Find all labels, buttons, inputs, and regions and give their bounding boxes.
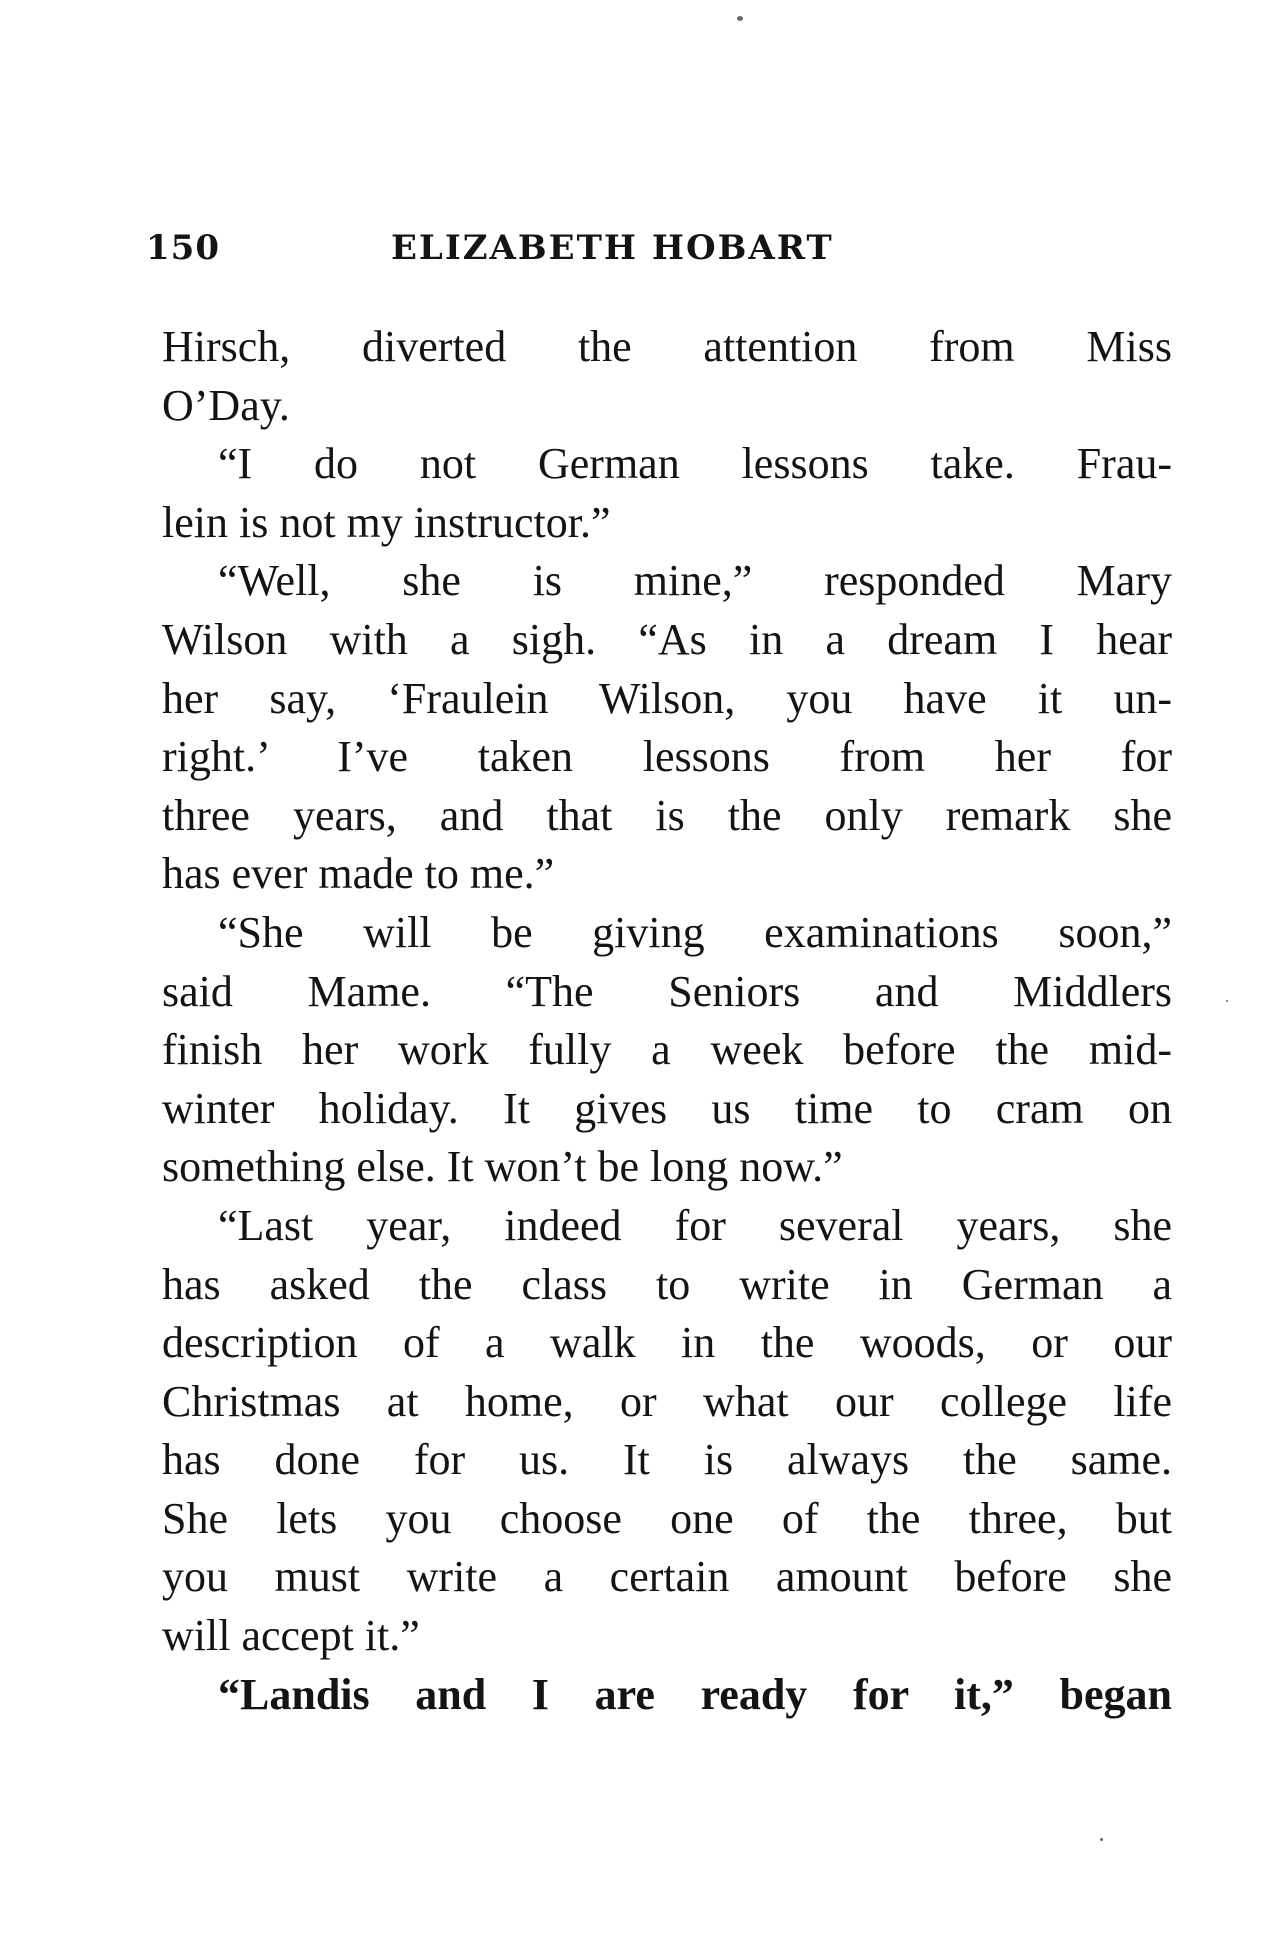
- text-line: lein is not my instructor.”: [162, 497, 611, 547]
- text-line: has ever made to me.”: [162, 849, 555, 899]
- print-speck: [1100, 1838, 1103, 1841]
- text-line: “Landis and I are ready for it,” began: [218, 1669, 1172, 1719]
- text-line: O’Day.: [162, 380, 290, 430]
- text-line: finish her work fully a week before the mid-: [162, 1025, 1172, 1075]
- print-speck: [737, 16, 743, 21]
- running-head: [146, 228, 926, 272]
- text-line: She lets you choose one of the three, but: [162, 1493, 1172, 1543]
- text-line: has done for us. It is always the same.: [162, 1435, 1172, 1485]
- body-text: [162, 318, 1172, 1724]
- text-line: her say, ‘Fraulein Wilson, you have it un-: [162, 673, 1172, 723]
- text-line: winter holiday. It gives us time to cram on: [162, 1083, 1172, 1133]
- print-speck: [1226, 1000, 1228, 1002]
- page-number: 150: [146, 228, 220, 268]
- text-line: Christmas at home, or what our college life: [162, 1376, 1172, 1426]
- text-line: said Mame. “The Seniors and Middlers: [162, 966, 1172, 1016]
- text-line: will accept it.”: [162, 1611, 420, 1661]
- text-line: Hirsch, diverted the attention from Miss: [162, 322, 1172, 371]
- text-line: “Last year, indeed for several years, she: [218, 1200, 1172, 1250]
- text-line: Wilson with a sigh. “As in a dream I hear: [162, 614, 1172, 664]
- text-line: you must write a certain amount before she: [162, 1552, 1172, 1602]
- book-title: ELIZABETH HOBART: [391, 228, 834, 268]
- text-line: has asked the class to write in German a: [162, 1259, 1172, 1309]
- text-line: “She will be giving examinations soon,”: [218, 907, 1172, 957]
- text-line: something else. It won’t be long now.”: [162, 1142, 843, 1192]
- text-line: right.’ I’ve taken lessons from her for: [162, 732, 1172, 782]
- text-line: three years, and that is the only remark she: [162, 790, 1172, 840]
- text-line: “I do not German lessons take. Frau-: [218, 439, 1172, 489]
- text-line: description of a walk in the woods, or our: [162, 1318, 1172, 1368]
- text-line: “Well, she is mine,” responded Mary: [218, 556, 1172, 606]
